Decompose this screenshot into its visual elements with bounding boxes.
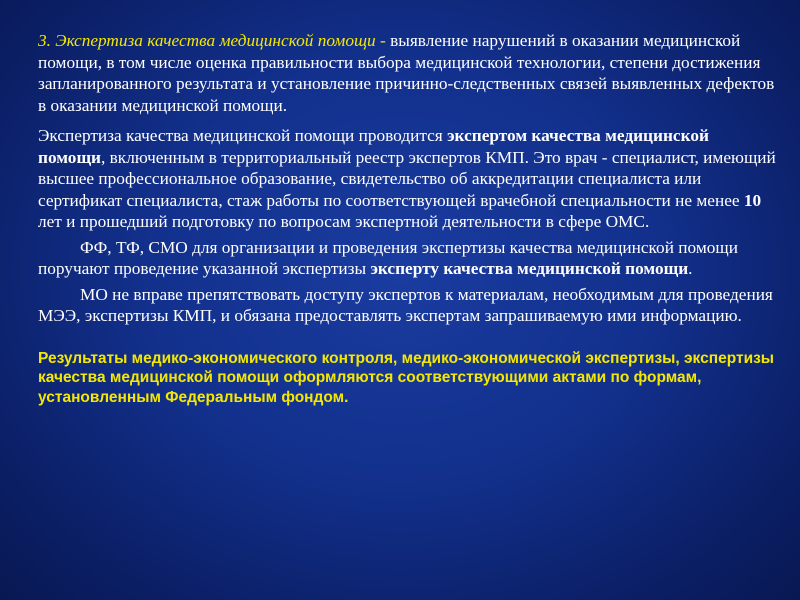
definition-paragraph [38,30,778,116]
mo-text: МО не вправе препятствовать доступу экспертов к материалам, необходимым для проведения МЭЭ, экспертизы КМП, и обязана предоставлять экспертам запрашиваемую ими информацию. [38,284,773,325]
experience-years: 10 [743,190,762,210]
organizations-text-a: ФФ, ТФ, СМО для организации и проведения экспертизы качества медицинской помощи поручают проведение указанной экспертизы [38,237,738,278]
results-text: Результаты медико-экономического контроля, медико-экономической экспертизы, экспертизы качества медицинской помощи оформляются соответствующими актами по формам, установленным Федеральным фондом. [38,349,775,406]
expert-paragraph [38,125,778,233]
organizations-paragraph [38,237,778,280]
expert-text-b: , включенным в территориальный реестр экспертов КМП. Это врач - специалист, имеющий высшее профессиональное образование, свидетельство об аккредитации специалиста или сертификат специалиста, стаж работы по соответствующей врачебной специальности не менее [38,147,776,210]
results-paragraph [38,349,778,408]
slide-content [38,30,778,407]
expert-text-a: Экспертиза качества медицинской помощи проводится [38,126,448,145]
definition-term: 3. Экспертиза качества медицинской помощи - [38,31,386,50]
mo-paragraph [38,284,778,327]
organizations-expert-term: эксперту качества медицинской помощи [370,259,689,278]
definition-text: выявление нарушений в оказании медицинской помощи, в том числе оценка правильности выбора медицинской технологии, степени достижения запланированного результата и установление причинно-следственных связей выявленных дефектов в оказании медицинской помощи. [38,31,775,115]
organizations-text-b: . [688,259,693,278]
expert-text-c: лет и прошедший подготовку по вопросам экспертной деятельности в сфере ОМС. [38,212,650,231]
expert-term: экспертом качества медицинской помощи [38,126,709,167]
